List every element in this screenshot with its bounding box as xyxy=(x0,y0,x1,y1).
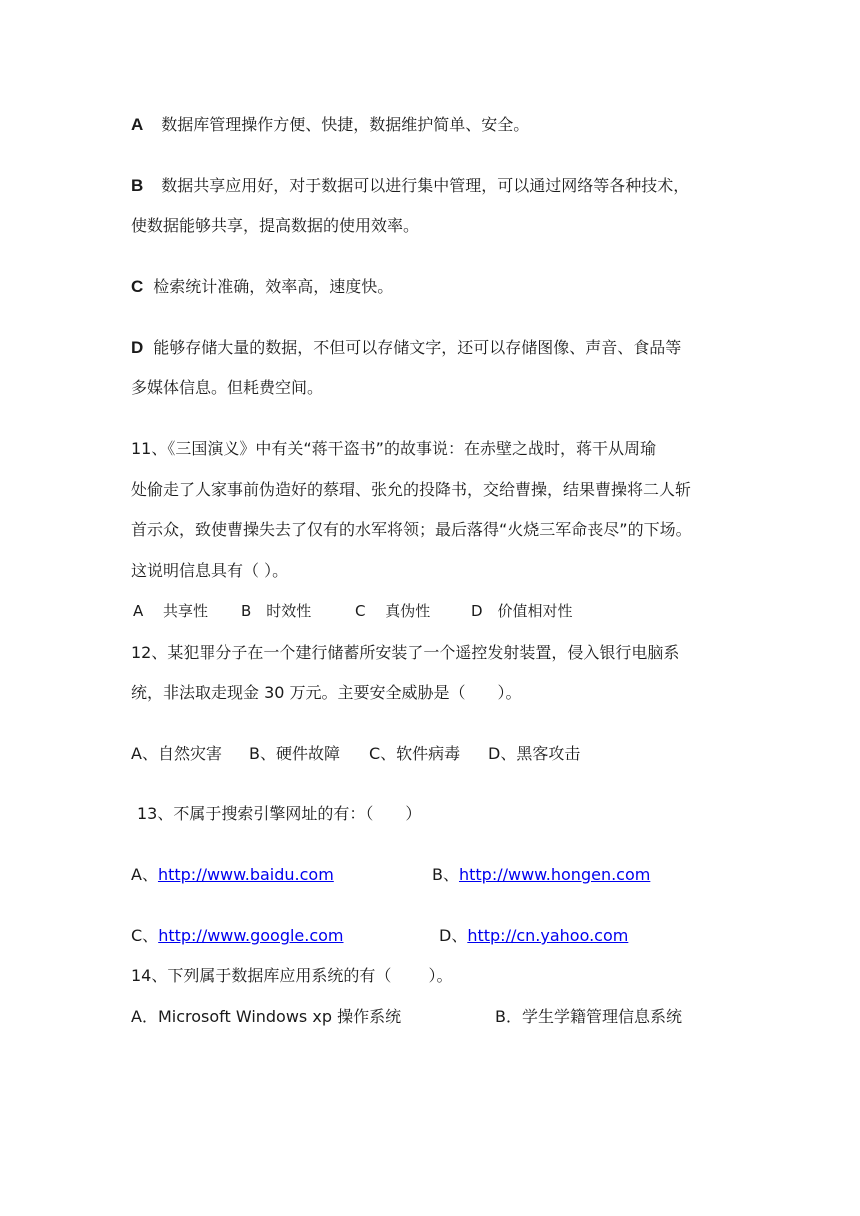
q12-option-b: B、硬件故障 xyxy=(249,744,340,763)
q12-options xyxy=(131,743,580,765)
q13-option-c xyxy=(131,925,344,947)
yahoo-link[interactable]: http://cn.yahoo.com xyxy=(467,926,629,945)
q11-options xyxy=(133,600,573,622)
q12-option-a: A、自然灾害 xyxy=(131,744,222,763)
q10-option-b xyxy=(131,175,689,197)
option-label: A xyxy=(131,115,144,134)
google-link[interactable]: http://www.google.com xyxy=(158,926,344,945)
q13-stem: 13、不属于搜索引擎网址的有：（ ） xyxy=(137,804,422,823)
option-text: 检索统计准确，效率高，速度快。 xyxy=(153,277,394,296)
q14-stem: 14、下列属于数据库应用系统的有（ ）。 xyxy=(131,966,453,985)
option-label: B xyxy=(131,176,144,195)
q12-option-d: D、黑客攻击 xyxy=(488,744,581,763)
q13-option-a xyxy=(131,864,334,886)
option-text: 数据共享应用好，对于数据可以进行集中管理，可以通过网络等各种技术， xyxy=(161,176,690,195)
q10-option-d-cont xyxy=(131,377,323,399)
q14-option-a: A．Microsoft Windows xp 操作系统 xyxy=(131,1007,402,1026)
option-label: C xyxy=(131,277,144,296)
option-prefix: C、 xyxy=(131,926,159,945)
option-text: 能够存储大量的数据，不但可以存储文字，还可以存储图像、声音、食品等 xyxy=(153,338,682,357)
q13-option-b xyxy=(432,864,650,886)
option-text: 数据库管理操作方便、快捷，数据维护简单、安全。 xyxy=(161,115,530,134)
q10-option-b-cont xyxy=(131,215,419,237)
q10-option-c xyxy=(131,276,393,298)
q11-stem-line2: 处偷走了人家事前伪造好的蔡瑁、张允的投降书，交给曹操，结果曹操将二人斩 xyxy=(131,480,692,499)
hongen-link[interactable]: http://www.hongen.com xyxy=(458,865,651,884)
q11-option-b: B 时效性 xyxy=(241,602,312,620)
q11-option-a: A 共享性 xyxy=(133,602,209,620)
option-prefix: D、 xyxy=(439,926,468,945)
q10-option-d xyxy=(131,337,681,359)
q14-option-b: B．学生学籍管理信息系统 xyxy=(495,1007,682,1026)
q11-option-d: D 价值相对性 xyxy=(471,602,573,620)
q10-option-a xyxy=(131,114,529,136)
q12-stem-line1: 12、某犯罪分子在一个建行储蓄所安装了一个遥控发射装置，侵入银行电脑系 xyxy=(131,643,680,662)
option-prefix: B、 xyxy=(432,865,459,884)
option-label: D xyxy=(131,338,144,357)
baidu-link[interactable]: http://www.baidu.com xyxy=(157,865,334,884)
q11-stem-line1: 11、《三国演义》中有关“蒋干盗书”的故事说：在赤壁之战时，蒋干从周瑜 xyxy=(131,439,656,458)
option-prefix: A、 xyxy=(131,865,158,884)
option-text: 多媒体信息。但耗费空间。 xyxy=(131,378,324,397)
q11-stem-line3: 首示众，致使曹操失去了仅有的水军将领；最后落得“火烧三军命丧尽”的下场。 xyxy=(131,520,692,539)
q12-option-c: C、软件病毒 xyxy=(369,744,461,763)
q11-option-c: C 真伪性 xyxy=(355,602,431,620)
q12-stem-line2: 统，非法取走现金 30 万元。主要安全威胁是（ ）。 xyxy=(131,683,522,702)
option-text: 使数据能够共享，提高数据的使用效率。 xyxy=(131,216,420,235)
q11-stem-line4: 这说明信息具有（ ）。 xyxy=(131,561,289,580)
q13-option-d xyxy=(439,925,628,947)
